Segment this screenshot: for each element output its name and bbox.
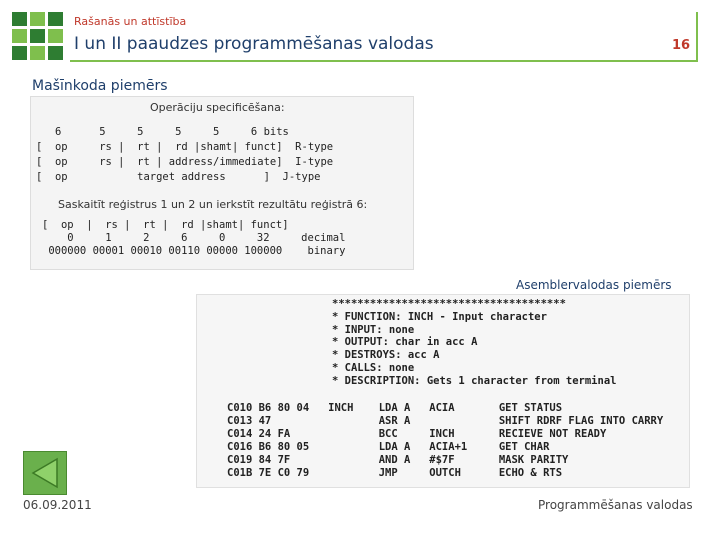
back-button[interactable]: [23, 451, 67, 495]
spec-caption: Operāciju specificēšana:: [150, 101, 285, 114]
machine-code-heading: Mašīnkoda piemērs: [32, 78, 168, 94]
back-arrow-icon: [24, 452, 66, 494]
page-number: 16: [672, 38, 691, 53]
slide-subtitle: Rašanās un attīstība: [74, 15, 187, 28]
footer-title: Programmēšanas valodas: [538, 498, 693, 512]
logo-grid: [12, 12, 66, 62]
footer-date: 06.09.2011: [23, 498, 92, 512]
header-vertical-divider: [696, 12, 698, 62]
add-instruction-code: [ op | rs | rt | rd |shamt| funct] 0 1 2 6 0 32 decimal 000000 00001 00010 00110 00000 100000 binary: [42, 219, 346, 257]
header-divider: [70, 60, 698, 62]
slide-title: I un II paaudzes programmēšanas valodas: [74, 34, 434, 54]
assembler-heading: Asemblervalodas piemērs: [516, 278, 672, 292]
example-caption: Saskaitīt reģistrus 1 un 2 un ierkstīt rezultātu reģistrā 6:: [58, 198, 368, 211]
assembler-comment-block: ************************************* * FUNCTION: INCH - Input character * INPUT: none * OUTPUT: char in acc A * DESTROYS: acc A * CALLS: none * DESCRIPTION: Gets 1 character from terminal: [332, 298, 617, 387]
instruction-format-code: 6 5 5 5 5 6 bits [ op rs | rt | rd |shamt| funct] R-type [ op rs | rt | address/immediate] I-type [ op target address ] J-type: [36, 126, 334, 183]
assembler-listing: C010 B6 80 04 INCH LDA A ACIA GET STATUS C013 47 ASR A SHIFT RDRF FLAG INTO CARRY C014 24 FA BCC INCH RECIEVE NOT READY C016 B6 80 05 LDA A ACIA+1 GET CHAR C019 84 7F AND A #$7F MASK PARITY C01B 7E C0 79 JMP OUTCH ECHO & RTS: [227, 402, 664, 479]
